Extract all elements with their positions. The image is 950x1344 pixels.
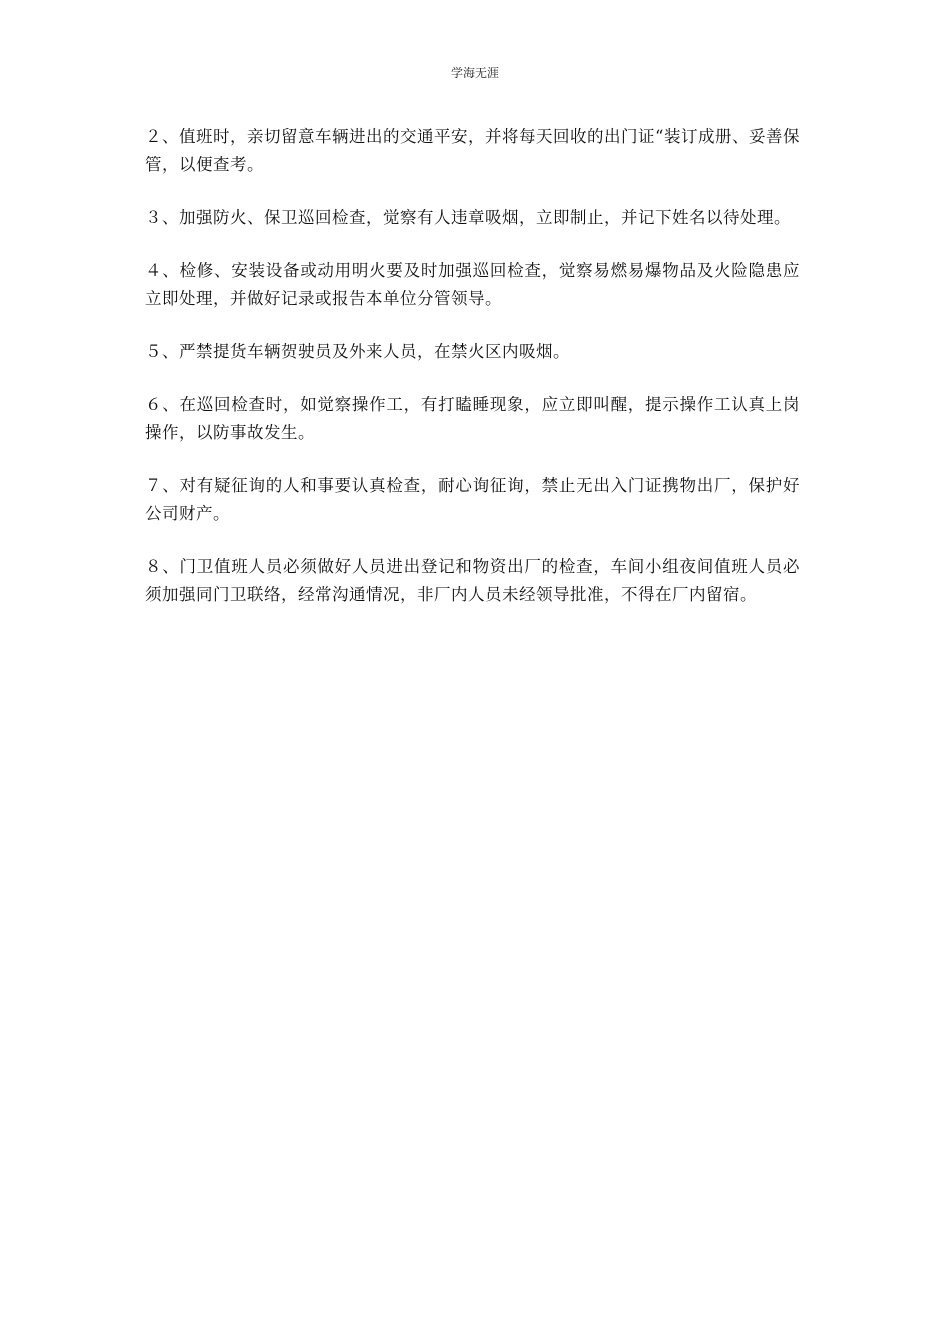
paragraph-item-7: ７、对有疑征询的人和事要认真检查，耐心询征询，禁止无出入门证携物出厂，保护好公司财产。: [145, 476, 800, 523]
paragraph-item-2: ２、值班时，亲切留意车辆进出的交通平安，并将每天回收的出门证“装订成册、妥善保管，以便查考。: [145, 127, 800, 174]
paragraph-item-3: ３、加强防火、保卫巡回检查，觉察有人违章吸烟，立即制止，并记下姓名以待处理。: [145, 208, 791, 227]
paragraph-item-8: ８、门卫值班人员必须做好人员进出登记和物资出厂的检查，车间小组夜间值班人员必须加强同门卫联络，经常沟通情况，非厂内人员未经领导批准，不得在厂内留宿。: [145, 557, 800, 604]
page-header: 学海无涯: [450, 66, 499, 80]
paragraph-item-6: ６、在巡回检查时，如觉察操作工，有打瞌睡现象，应立即叫醒，提示操作工认真上岗操作，以防事故发生。: [145, 395, 800, 442]
paragraph-item-4: ４、检修、安装设备或动用明火要及时加强巡回检查，觉察易燃易爆物品及火险隐患应立即处理，并做好记录或报告本单位分管领导。: [145, 261, 800, 308]
paragraph-item-5: ５、严禁提货车辆贺驶员及外来人员，在禁火区内吸烟。: [145, 342, 570, 361]
document-body: [145, 123, 800, 634]
